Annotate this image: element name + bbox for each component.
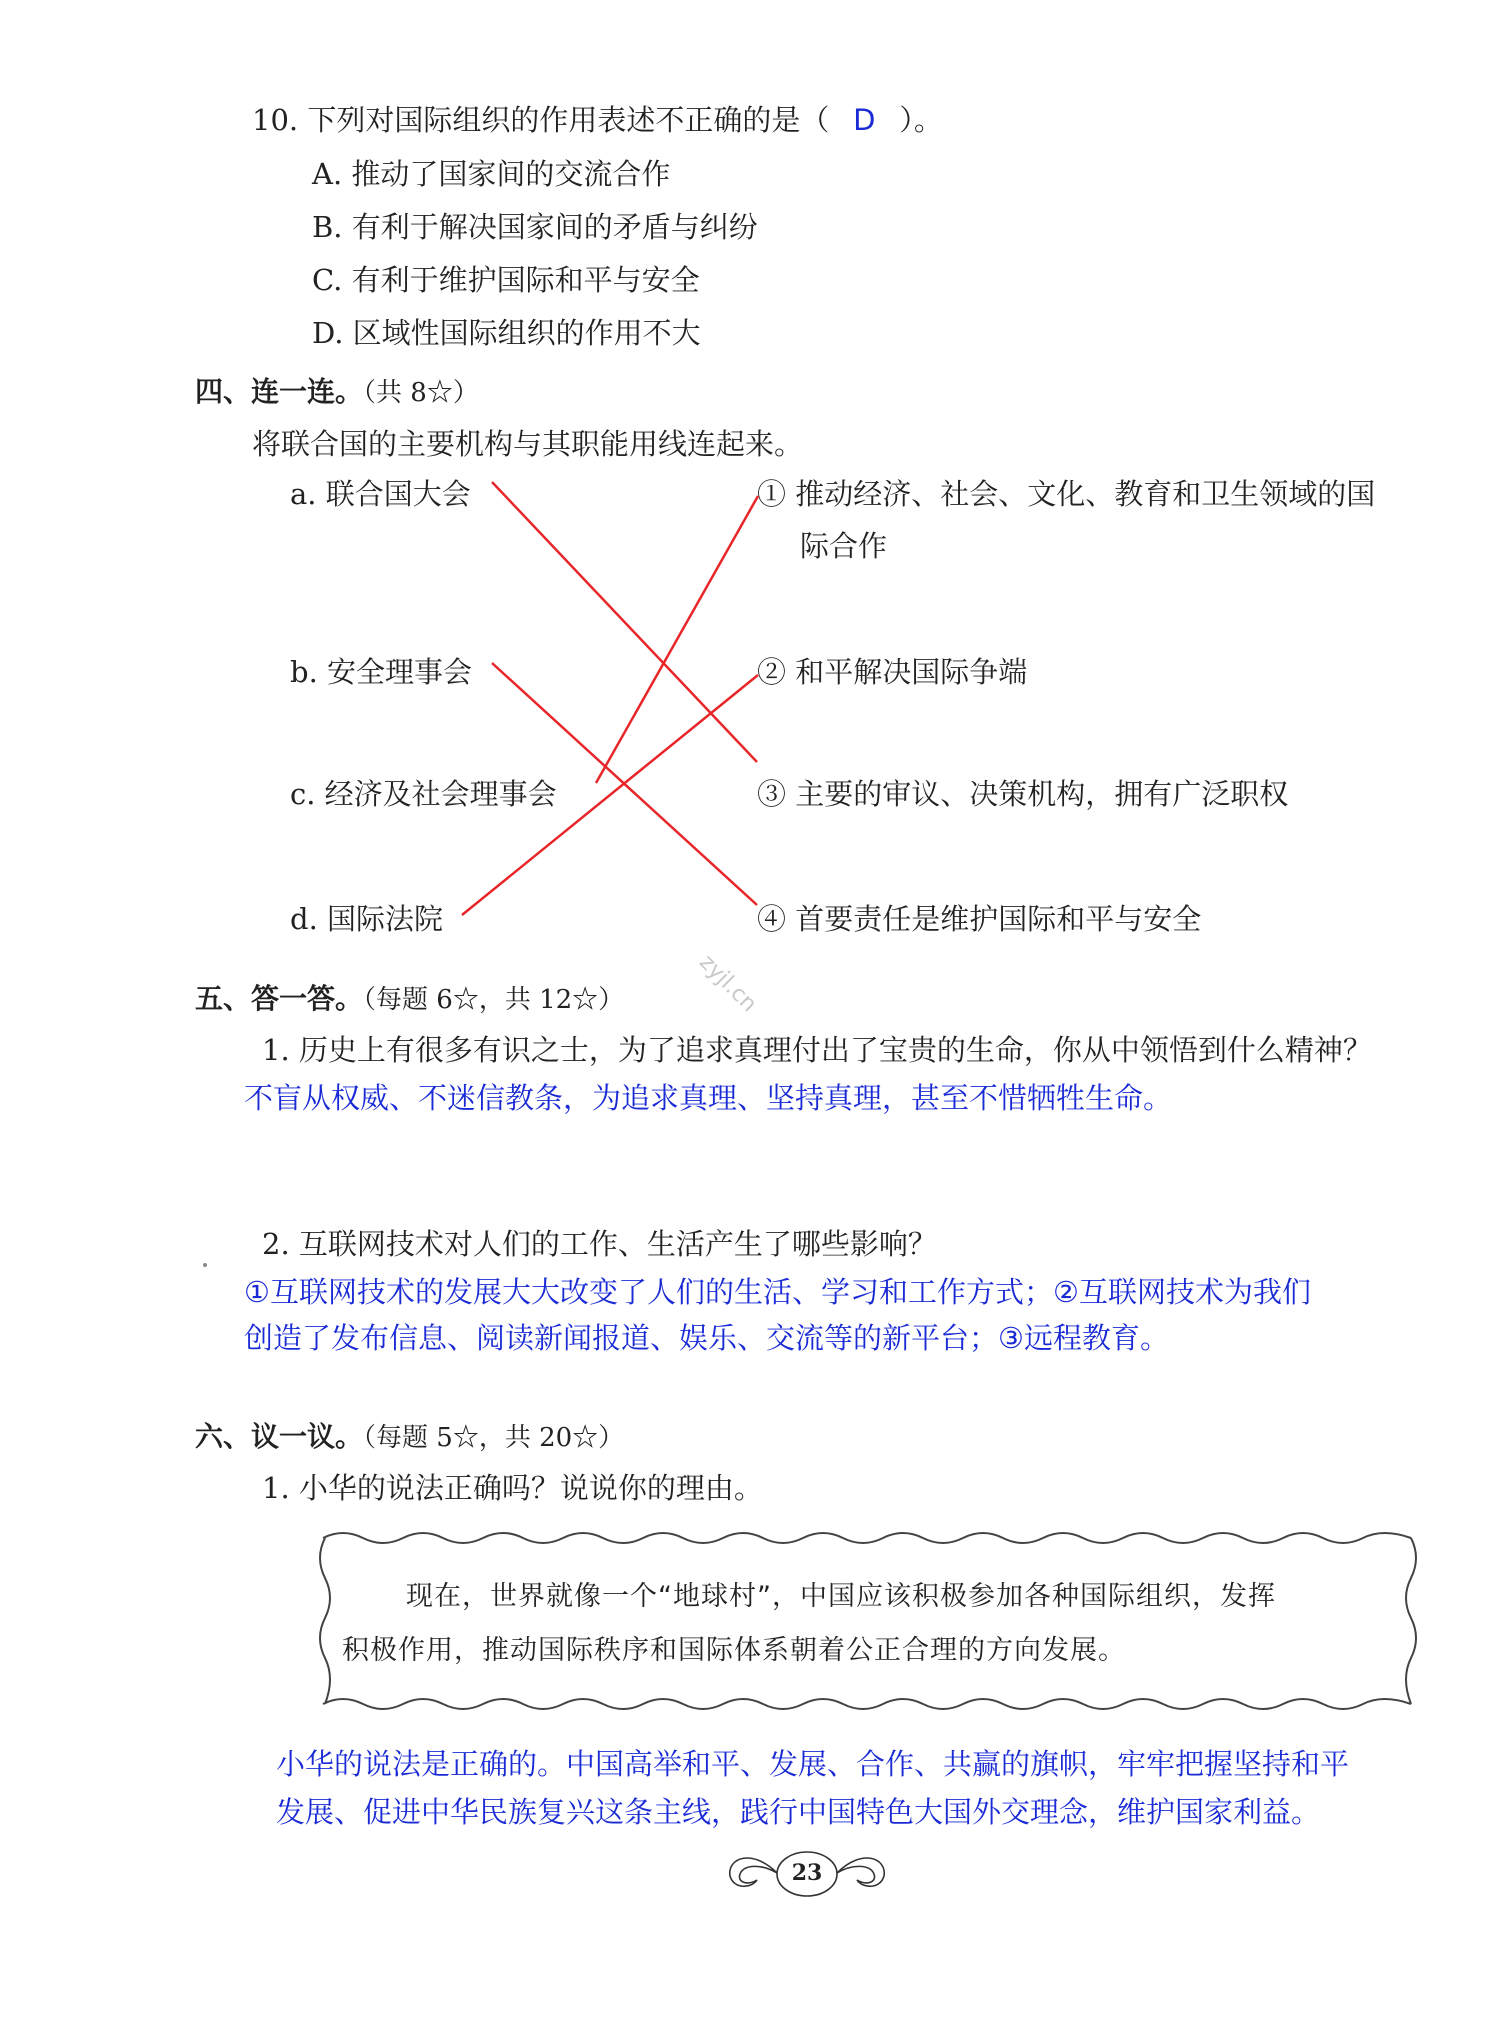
q10-option-b: B. 有利于解决国家间的矛盾与纠纷 <box>312 210 758 244</box>
quote-frame <box>313 1524 1423 1716</box>
stray-dot <box>203 1263 207 1267</box>
match-left-b: b. 安全理事会 <box>290 655 473 689</box>
quote-line1: 现在，世界就像一个“地球村”，中国应该积极参加各种国际组织，发挥 <box>406 1581 1276 1612</box>
section5-a1: 不盲从权威、不迷信教条，为追求真理、坚持真理，甚至不惜牺牲生命。 <box>244 1081 1173 1115</box>
match-right-2: ② 和平解决国际争端 <box>757 655 1028 689</box>
page-number: 23 <box>791 1860 823 1886</box>
line-a-3 <box>492 482 757 762</box>
match-right-1: ① 推动经济、社会、文化、教育和卫生领域的国 <box>757 477 1376 511</box>
section5-heading: 五、答一答。（每题 6☆，共 12☆） <box>195 982 625 1015</box>
section6-heading: 六、议一议。（每题 5☆，共 20☆） <box>195 1420 625 1453</box>
section6-q1: 1. 小华的说法正确吗？说说你的理由。 <box>262 1471 763 1505</box>
match-right-4: ④ 首要责任是维护国际和平与安全 <box>757 902 1202 936</box>
section5-a2-line2: 创造了发布信息、阅读新闻报道、娱乐、交流等的新平台；③远程教育。 <box>244 1321 1169 1355</box>
q10-option-c: C. 有利于维护国际和平与安全 <box>312 263 700 297</box>
section6-a1-line1: 小华的说法是正确的。中国高举和平、发展、合作、共赢的旗帜，牢牢把握坚持和平 <box>276 1747 1350 1781</box>
section4-heading: 四、连一连。（共 8☆） <box>195 375 479 408</box>
match-right-3: ③ 主要的审议、决策机构，拥有广泛职权 <box>757 777 1289 811</box>
section4-instruction: 将联合国的主要机构与其职能用线连起来。 <box>252 427 804 461</box>
q10-answer: D <box>853 103 876 137</box>
match-left-c: c. 经济及社会理事会 <box>290 777 557 811</box>
q10-stem: 10. 下列对国际组织的作用表述不正确的是（ D ）。 <box>252 103 943 137</box>
match-left-a: a. 联合国大会 <box>290 477 471 511</box>
match-left-d: d. 国际法院 <box>290 902 444 936</box>
match-right-1-cont: 际合作 <box>800 529 888 563</box>
section5-q2: 2. 互联网技术对人们的工作、生活产生了哪些影响？ <box>262 1227 937 1261</box>
quote-line2: 积极作用，推动国际秩序和国际体系朝着公正合理的方向发展。 <box>342 1635 1126 1666</box>
q10-option-d: D. 区域性国际组织的作用不大 <box>312 316 701 350</box>
watermark: zyjl.cn <box>694 950 762 1018</box>
line-d-2 <box>462 675 758 915</box>
section6-a1-line2: 发展、促进中华民族复兴这条主线，践行中国特色大国外交理念，维护国家利益。 <box>276 1795 1321 1829</box>
q10-option-a: A. 推动了国家间的交流合作 <box>312 157 671 191</box>
section5-q1: 1. 历史上有很多有识之士，为了追求真理付出了宝贵的生命，你从中领悟到什么精神？ <box>262 1033 1372 1067</box>
section5-a2-line1: ①互联网技术的发展大大改变了人们的生活、学习和工作方式；②互联网技术为我们 <box>244 1275 1311 1309</box>
